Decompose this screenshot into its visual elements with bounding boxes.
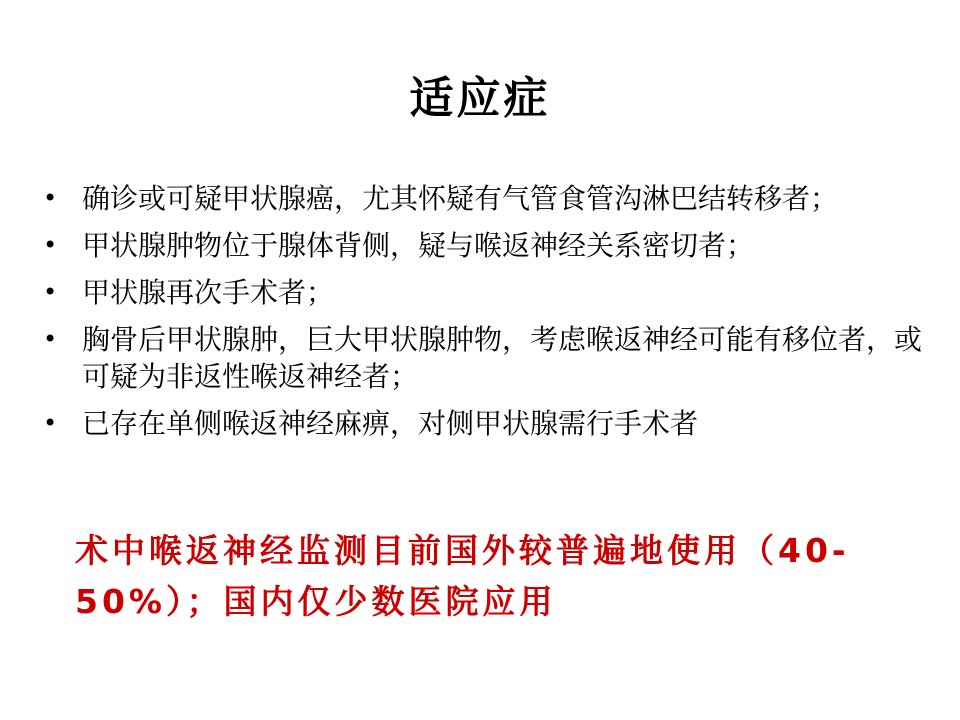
bullet-item [40,227,940,264]
bullet-text: 甲状腺再次手术者； [82,276,335,309]
bullet-dot-icon: • [43,278,58,306]
bullet-dot-icon: • [43,409,58,437]
bullet-item [40,180,940,217]
bullet-item [40,321,940,395]
highlight-note: 术中喉返神经监测目前国外较普遍地使用（40-50%）；国内仅少数医院应用 [75,531,850,621]
bullet-dot-icon: • [43,184,58,212]
slide-title: 适应症 [409,73,551,124]
bullet-dot-icon: • [43,231,58,259]
bullet-text: 甲状腺肿物位于腺体背侧，疑与喉返神经关系密切者； [82,229,755,262]
bullet-text: 胸骨后甲状腺肿，巨大甲状腺肿物，考虑喉返神经可能有移位者，或可疑为非返性喉返神经者； [82,323,923,393]
bullet-list [40,180,940,452]
bullet-text: 确诊或可疑甲状腺癌，尤其怀疑有气管食管沟淋巴结转移者； [82,182,839,215]
bullet-item [40,274,940,311]
bullet-item [40,405,940,442]
bullet-dot-icon: • [43,325,58,353]
bullet-text: 已存在单侧喉返神经麻痹，对侧甲状腺需行手术者 [82,407,699,440]
